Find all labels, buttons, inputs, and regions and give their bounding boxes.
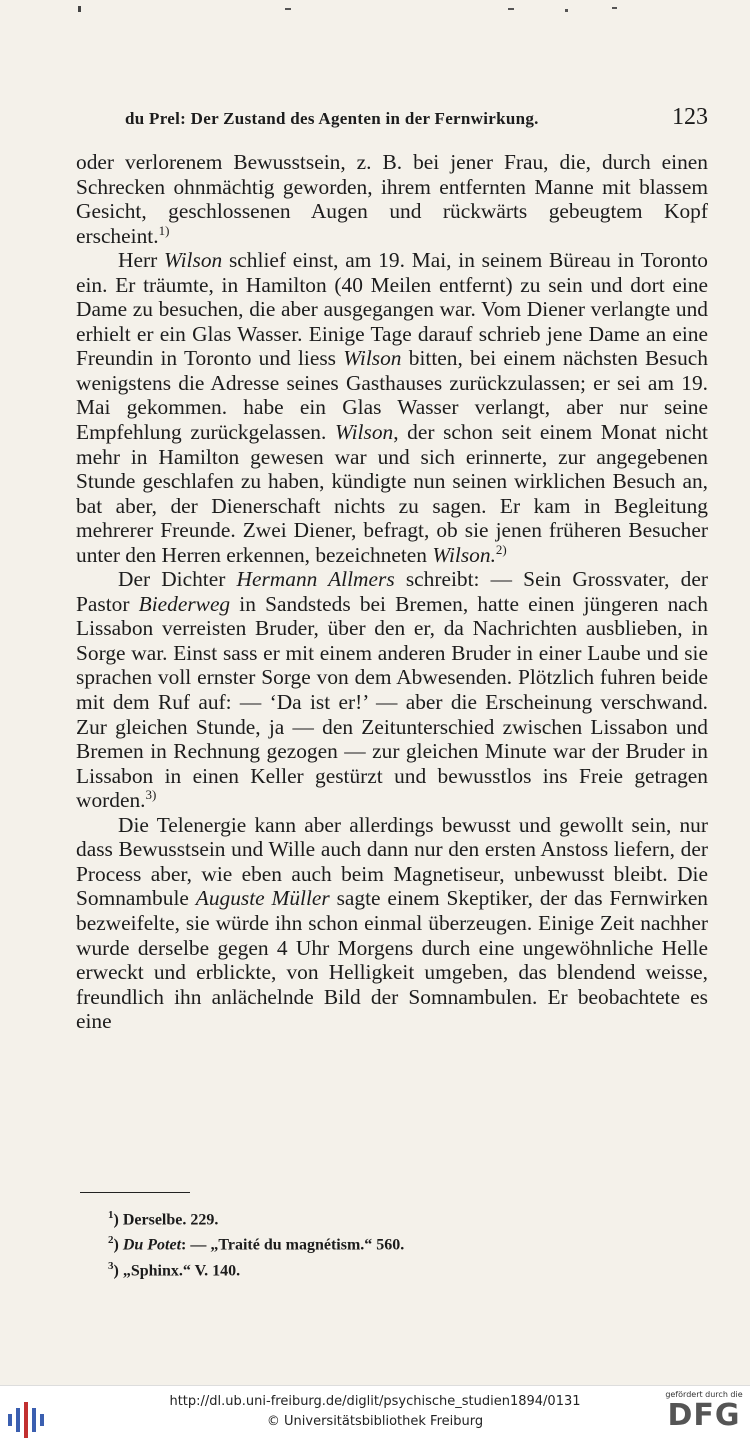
scan-edge-marks xyxy=(0,0,750,14)
footnote xyxy=(108,1256,404,1281)
page-number: 123 xyxy=(672,104,708,130)
running-header xyxy=(125,104,708,131)
footnote-mark: 3 xyxy=(108,1259,114,1272)
text-run: Die Telenergie kann aber allerdings bewusst und gewollt sein, nur dass Bewusstsein und Wille auch dann nur den ersten Anstoss liefern, der Process aber, wie eben auch beim Magnetiseur, unbewusst bleibt. Die Somnambule xyxy=(76,812,708,911)
text-run: Herr xyxy=(118,248,164,273)
footnote xyxy=(108,1205,404,1230)
text-run: Der Dichter xyxy=(118,567,237,592)
footnote-text: ) xyxy=(113,1236,123,1254)
text-run: sagte einem Skeptiker, der das Fernwirken bezweifelte, sie würde ihn schon einmal überzeugen. Einige Zeit nachher wurde derselbe gegen 4 Uhr Morgens durch eine ungewöhnliche Helle erweckt und erblickte, von Helligkeit umgeben, das blendend weisse, freundlich ihn anlächelnde Bild der Somnambulen. Er beobachtete es eine xyxy=(76,886,709,1034)
paragraph xyxy=(76,248,708,567)
italic-name: Wilson xyxy=(343,346,402,371)
footnote-reference: 3) xyxy=(145,787,157,803)
copyright-notice: © Universitätsbibliothek Freiburg xyxy=(266,1414,484,1429)
paragraph xyxy=(76,567,708,812)
paragraph xyxy=(76,150,708,248)
text-run: , der schon seit einem Monat nicht mehr in Hamilton gewesen war und sich erinnerte, zur angegebenen Stunde geschlafen zu haben, kündigte nun seinen wirklichen Besuch an, bat aber, der Dienerschaft nichts zu sagen. Er kam in Begleitung mehrerer Freunde. Zwei Diener, befragt, ob sie jenen früheren Besucher unter den Herren erkennen, bezeichneten xyxy=(76,420,708,567)
footnote-mark: 2 xyxy=(108,1234,114,1247)
footnotes xyxy=(108,1205,404,1281)
italic-name: Wilson xyxy=(163,248,223,273)
footnote-separator xyxy=(80,1192,190,1193)
text-run: schreibt: — Sein Grossvater, der Pastor xyxy=(76,567,708,616)
viewer-footer xyxy=(0,1385,750,1445)
text-run: in Sandsteds bei Bremen, hatte einen jüngeren nach Lissabon verreisten Bruder, über den er, da Nachrichten ausblieben, in Sorge war. Einst sass er mit einem anderen Bruder in einer Laube und sie sprachen voll ernster Sorge von dem Abwesenden. Plötzlich fuhren beide mit dem Ruf auf: — ‘Da ist er!’ — aber die Erscheinung verschwand. Zur gleichen Stunde, ja — den Zeitunterschied zwischen Lissabon und Bremen in Rechnung gezogen — zur gleichen Minute war der Bruder in Lissabon in einen Keller gestürzt und bewusstlos ins Freie getragen worden. xyxy=(76,591,708,813)
italic-name: Hermann Allmers xyxy=(236,567,395,592)
body-text xyxy=(76,150,708,1034)
footnote-mark: 1 xyxy=(108,1209,114,1221)
text-run: oder verlorenem Bewusstsein, z. B. bei jener Frau, die, durch einen Schrecken ohnmächtig geworden, ihrem entfernten Manne mit blassem Gesicht, geschlossenen Augen und rückwärts gebeugtem Kopf erscheint. xyxy=(76,150,708,248)
italic-name: Wilson xyxy=(334,420,394,445)
text-run: bitten, bei einem nächsten Besuch wenigstens die Adresse seines Gasthauses zurückzulassen; er sei am 19. Mai gekommen. habe ein Glas Wasser verlangt, aber nur seine Empfehlung zurückgelassen. xyxy=(76,346,708,445)
paragraph xyxy=(76,813,708,1034)
footnote-author: Du Potet xyxy=(122,1236,182,1254)
italic-name: Biederweg xyxy=(138,591,231,616)
footnote xyxy=(108,1230,404,1255)
footnote-text: ) Derselbe. 229. xyxy=(113,1211,219,1229)
footnote-reference: 2) xyxy=(495,541,507,557)
permalink[interactable]: http://dl.ub.uni-freiburg.de/diglit/psychische_studien1894/0131 xyxy=(169,1394,581,1409)
dfg-caption: gefördert durch die xyxy=(665,1390,743,1399)
running-title: du Prel: Der Zustand des Agenten in der Fernwirkung. xyxy=(125,109,539,128)
text-run: schlief einst, am 19. Mai, in seinem Büreau in Toronto ein. Er träumte, in Hamilton (40 Meilen entfernt) zu sein und dort eine Dame zu besuchen, die aber ausgegangen war. Vom Diener verlangte und erhielt er ein Glas Wasser. Einige Tage darauf schrieb jene Dame an eine Freundin in Toronto und liess xyxy=(76,248,708,371)
italic-name: Wilson. xyxy=(432,542,496,567)
dfg-logo[interactable] xyxy=(662,1390,746,1442)
footnote-reference: 1) xyxy=(158,222,170,238)
dfg-logo-text: DFG xyxy=(667,1398,741,1433)
italic-name: Auguste Müller xyxy=(195,886,330,911)
footnote-text: : — „Traité du magnétism.“ 560. xyxy=(181,1236,405,1254)
footnote-text: ) „Sphinx.“ V. 140. xyxy=(113,1261,241,1279)
